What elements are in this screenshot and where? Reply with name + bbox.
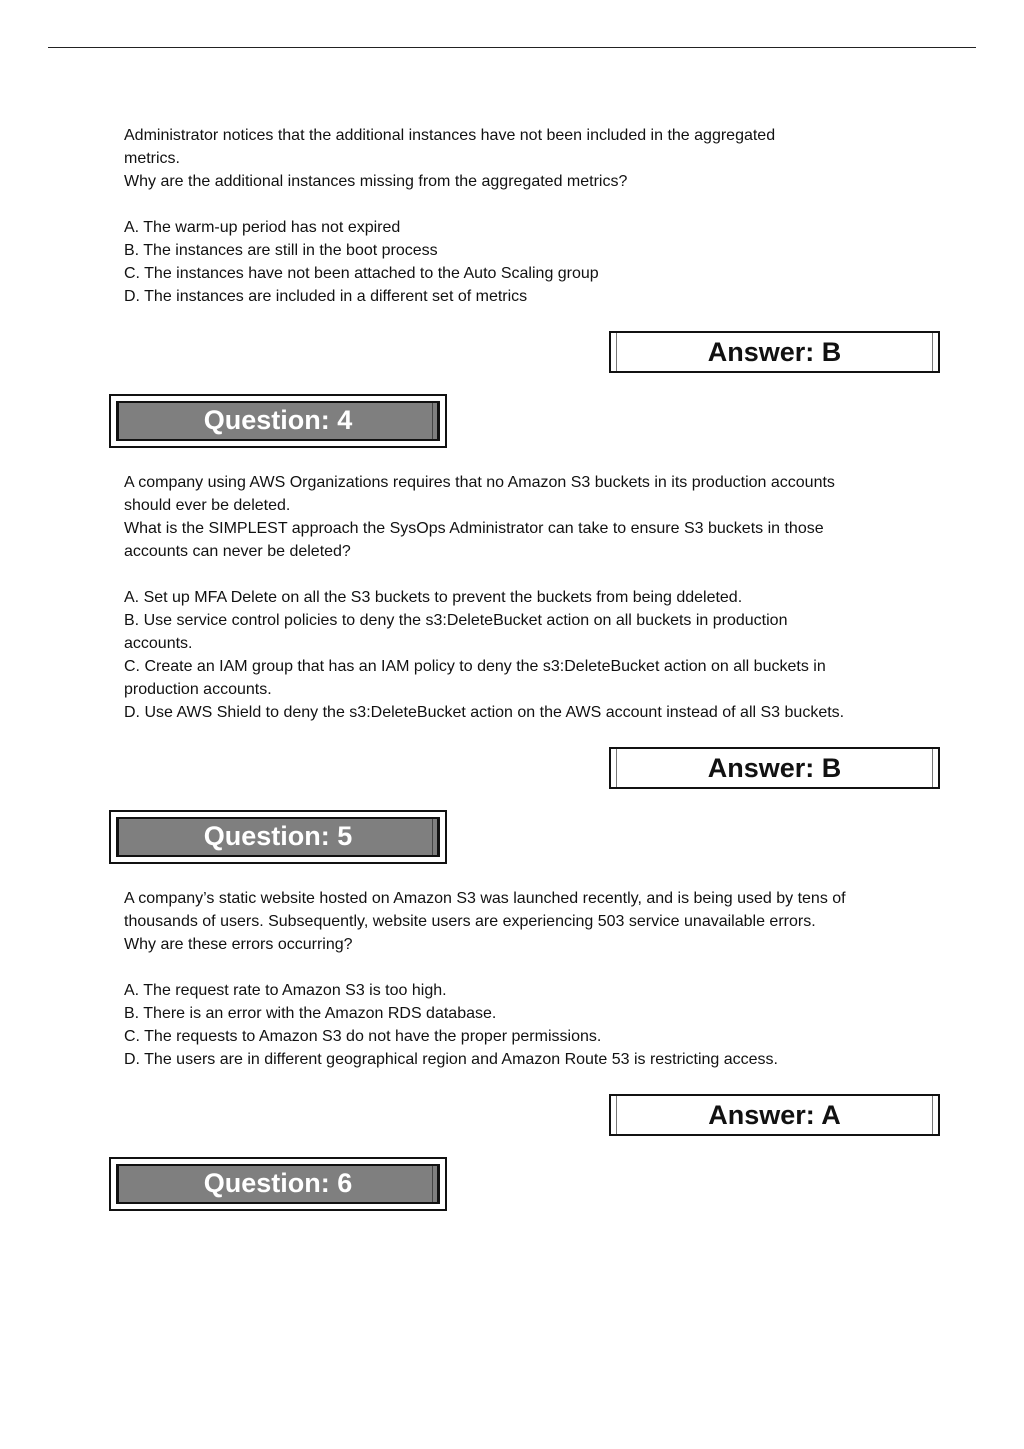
question-3-answer: Answer: B — [707, 337, 842, 367]
question-3-stem-line-3: Why are the additional instances missing from the aggregated metrics? — [124, 173, 628, 190]
question-4-stem-line-1: A company using AWS Organizations requires that no Amazon S3 buckets in its production accounts — [124, 474, 835, 491]
question-6-heading-box — [109, 1157, 447, 1211]
question-3-body — [124, 124, 924, 308]
question-4-heading-box — [109, 394, 447, 448]
question-6-heading: Question: 6 — [203, 1168, 353, 1198]
question-4-stem-line-3: What is the SIMPLEST approach the SysOps Administrator can take to ensure S3 buckets in those — [124, 520, 824, 537]
question-4-stem-line-2: should ever be deleted. — [124, 497, 291, 514]
question-5-stem-line-2: thousands of users. Subsequently, website users are experiencing 503 service unavailable errors. — [124, 913, 816, 930]
question-5-answer: Answer: A — [708, 1100, 841, 1130]
question-4-stem-line-4: accounts can never be deleted? — [124, 543, 351, 560]
question-4-option-d: D. Use AWS Shield to deny the s3:DeleteBucket action on the AWS account instead of all S3 buckets. — [124, 704, 845, 721]
question-5-body — [124, 887, 924, 1071]
question-4-option-b-line-2: accounts. — [124, 635, 193, 652]
question-3-option-c: C. The instances have not been attached to the Auto Scaling group — [124, 265, 599, 282]
question-5-stem-line-1: A company’s static website hosted on Amazon S3 was launched recently, and is being used by tens of — [124, 890, 846, 907]
question-3-stem-line-2: metrics. — [124, 150, 180, 167]
question-4-body — [124, 471, 924, 724]
question-5-stem-line-3: Why are these errors occurring? — [124, 936, 353, 953]
question-4-answer: Answer: B — [707, 753, 842, 783]
question-3-option-b: B. The instances are still in the boot process — [124, 242, 438, 259]
question-4-answer-box — [609, 747, 940, 789]
question-5-option-b: B. There is an error with the Amazon RDS database. — [124, 1005, 497, 1022]
question-3-stem-line-1: Administrator notices that the additional instances have not been included in the aggregated — [124, 127, 776, 144]
question-5-heading-box — [109, 810, 447, 864]
header-rule — [48, 47, 976, 48]
question-3-answer-box — [609, 331, 940, 373]
question-5-answer-box — [609, 1094, 940, 1136]
question-4-option-c-line-1: C. Create an IAM group that has an IAM policy to deny the s3:DeleteBucket action on all buckets in — [124, 658, 826, 675]
question-5-heading: Question: 5 — [203, 821, 353, 851]
question-3-option-a: A. The warm-up period has not expired — [124, 219, 401, 236]
question-4-heading: Question: 4 — [203, 405, 353, 435]
question-5-option-c: C. The requests to Amazon S3 do not have the proper permissions. — [124, 1028, 602, 1045]
question-3-option-d: D. The instances are included in a different set of metrics — [124, 288, 528, 305]
question-4-option-c-line-2: production accounts. — [124, 681, 272, 698]
question-5-option-d: D. The users are in different geographical region and Amazon Route 53 is restricting access. — [124, 1051, 778, 1068]
question-4-option-b-line-1: B. Use service control policies to deny the s3:DeleteBucket action on all buckets in production — [124, 612, 788, 629]
question-5-option-a: A. The request rate to Amazon S3 is too high. — [124, 982, 447, 999]
question-4-option-a: A. Set up MFA Delete on all the S3 buckets to prevent the buckets from being ddeleted. — [124, 589, 743, 606]
